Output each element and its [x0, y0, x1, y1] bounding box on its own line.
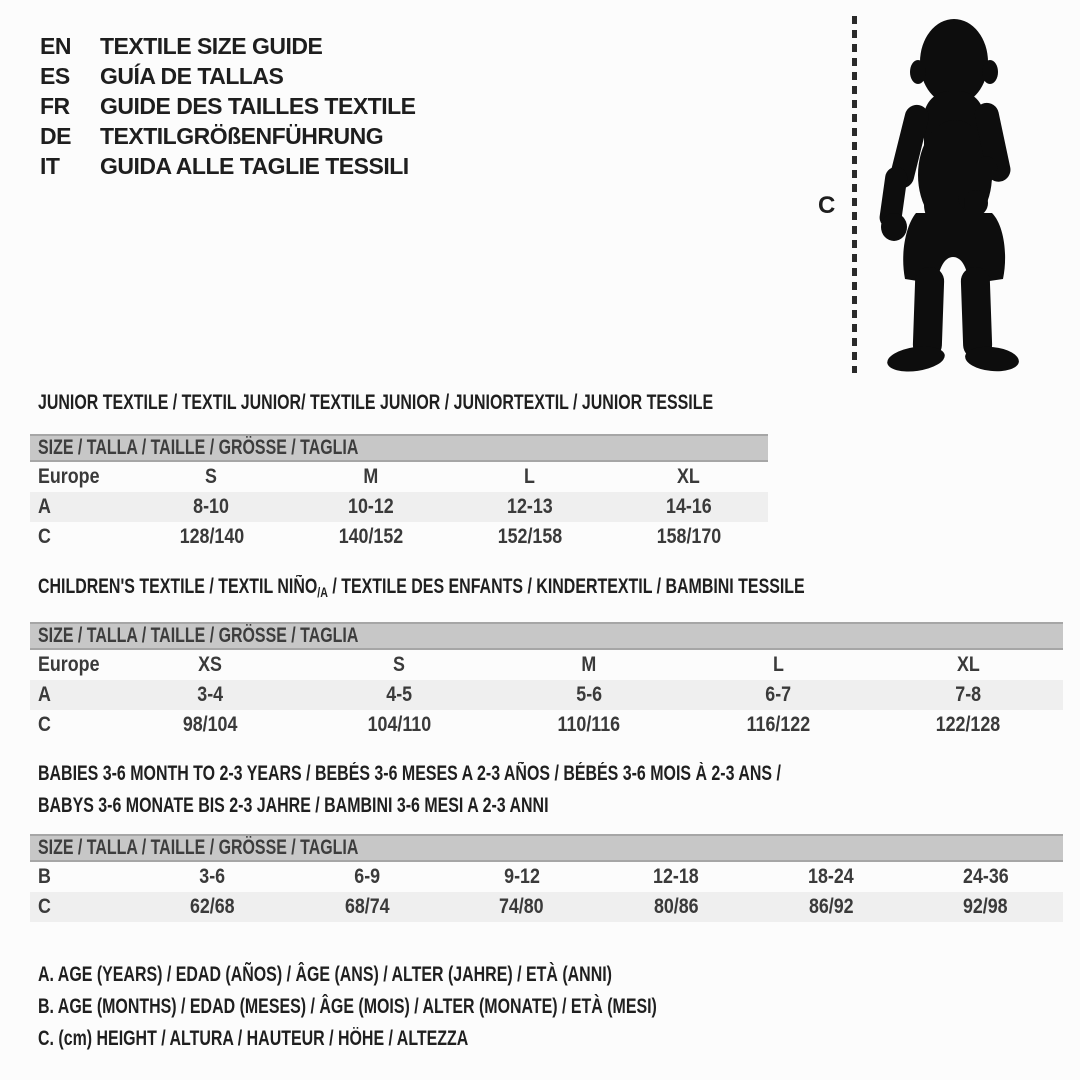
table-row-height: C 98/104 104/110 110/116 116/122 122/128 — [38, 713, 1001, 736]
babies-section-title-line1: BABIES 3-6 MONTH TO 2-3 YEARS / BEBÉS 3-6 MESES A 2-3 AÑOS / BÉBÉS 3-6 MOIS À 2-3 ANS / — [38, 762, 781, 785]
row-label: Europe — [38, 653, 100, 676]
size-header-band: SIZE / TALLA / TAILLE / GRÖSSE / TAGLIA — [30, 835, 1063, 861]
lang-code: FR — [40, 92, 70, 119]
row-label: A — [38, 495, 51, 518]
language-list — [40, 31, 416, 181]
table-row-months: B 3-6 6-9 9-12 12-18 18-24 24-36 — [38, 865, 1009, 888]
children-title-post: / TEXTILE DES ENFANTS / KINDERTEXTIL / BAMBINI TESSILE — [327, 575, 805, 598]
legend-line-c: C. (cm) HEIGHT / ALTURA / HAUTEUR / HÖHE / ALTEZZA — [38, 1027, 469, 1050]
table-row-age: A 8-10 10-12 12-13 14-16 — [30, 492, 768, 522]
children-title-sub: /A — [317, 584, 328, 600]
lang-row-en — [40, 31, 416, 61]
children-size-table — [30, 622, 1063, 740]
row-label: B — [38, 865, 51, 888]
lang-row-es — [40, 61, 416, 91]
legend-line-b: B. AGE (MONTHS) / EDAD (MESES) / ÂGE (MOIS) / ALTER (MONATE) / ETÀ (MESI) — [38, 995, 657, 1018]
row-label: A — [38, 683, 51, 706]
children-section-title — [38, 575, 1047, 604]
measurement-legend — [38, 959, 852, 1055]
height-dashed-line — [852, 16, 857, 373]
table-row-height: C 128/140 140/152 152/158 158/170 — [38, 525, 721, 548]
junior-section-title — [38, 391, 926, 414]
size-header-band: SIZE / TALLA / TAILLE / GRÖSSE / TAGLIA — [30, 623, 1063, 649]
lang-row-fr — [40, 91, 416, 121]
lang-title: GUÍA DE TALLAS — [100, 62, 284, 89]
lang-title: GUIDE DES TAILLES TEXTILE — [100, 92, 416, 119]
lang-code: ES — [40, 62, 70, 89]
children-title-pre: CHILDREN'S TEXTILE / TEXTIL NIÑO — [38, 575, 318, 598]
babies-section-title-line2: BABYS 3-6 MONATE BIS 2-3 JAHRE / BAMBINI 3-6 MESI A 2-3 ANNI — [38, 794, 549, 817]
babies-size-table — [30, 834, 1063, 922]
lang-code: DE — [40, 122, 71, 149]
table-row-europe: Europe S M L XL — [38, 465, 700, 488]
junior-size-table — [30, 434, 768, 552]
row-label: Europe — [38, 465, 100, 488]
size-header-band: SIZE / TALLA / TAILLE / GRÖSSE / TAGLIA — [30, 435, 768, 461]
lang-title: TEXTILE SIZE GUIDE — [100, 32, 323, 59]
toddler-silhouette-image — [872, 17, 1022, 373]
table-row-europe: Europe XS S M L XL — [38, 653, 980, 676]
lang-row-de — [40, 121, 416, 151]
legend-line-a: A. AGE (YEARS) / EDAD (AÑOS) / ÂGE (ANS) / ALTER (JAHRE) / ETÀ (ANNI) — [38, 963, 612, 986]
height-c-label: C — [818, 192, 836, 219]
lang-code: EN — [40, 32, 71, 59]
lang-title: TEXTILGRÖßENFÜHRUNG — [100, 122, 384, 149]
lang-title: GUIDA ALLE TAGLIE TESSILI — [100, 152, 409, 179]
lang-code: IT — [40, 152, 60, 179]
row-label: C — [38, 895, 51, 918]
table-row-height: C 62/68 68/74 74/80 80/86 86/92 92/98 — [30, 892, 1063, 922]
lang-row-it — [40, 151, 416, 181]
row-label: C — [38, 713, 51, 736]
table-row-age: A 3-4 4-5 5-6 6-7 7-8 — [30, 680, 1063, 710]
junior-title-text: JUNIOR TEXTILE / TEXTIL JUNIOR/ TEXTILE JUNIOR / JUNIORTEXTIL / JUNIOR TESSILE — [38, 391, 714, 414]
row-label: C — [38, 525, 51, 548]
